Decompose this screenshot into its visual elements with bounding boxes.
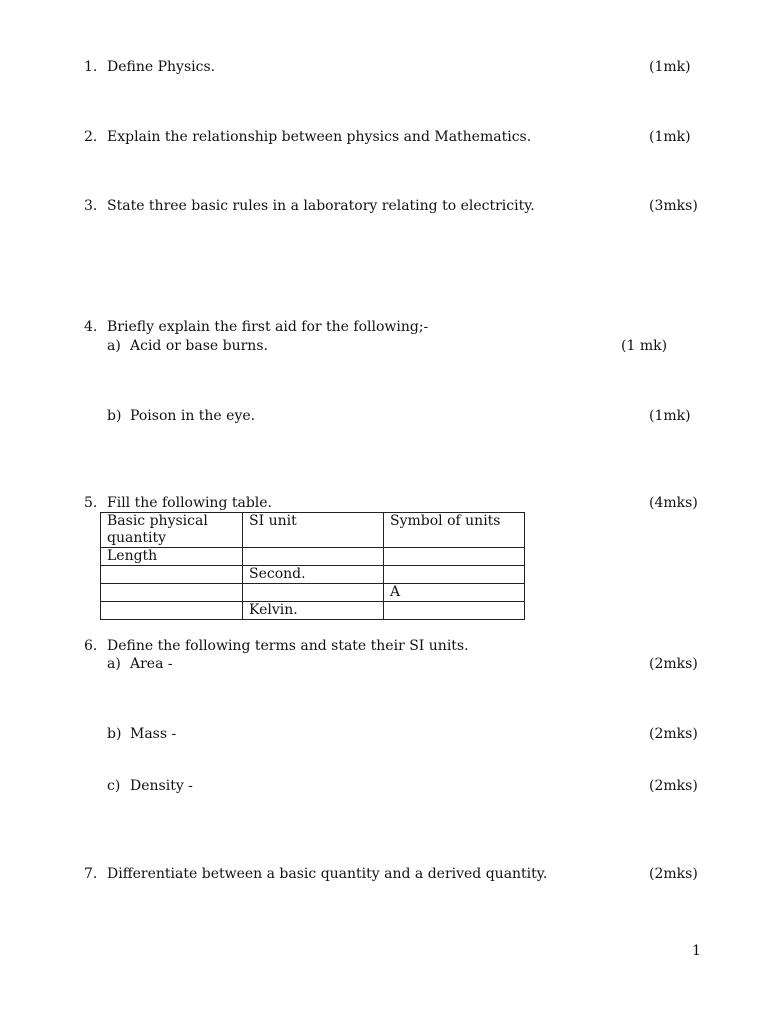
table-header-cell: SI unit	[243, 513, 384, 548]
table-cell[interactable]: Kelvin.	[243, 602, 384, 620]
table-cell[interactable]	[384, 566, 525, 584]
subquestion-label: a)	[107, 338, 121, 354]
page-number: 1	[692, 943, 701, 959]
subquestion-marks: (1mk)	[649, 408, 691, 424]
subquestion-label: c)	[107, 778, 121, 794]
subquestion-label: a)	[107, 656, 121, 672]
table-cell[interactable]	[101, 584, 243, 602]
question-number: 6.	[84, 638, 98, 654]
table-cell[interactable]: Length	[101, 548, 243, 566]
question-marks: (3mks)	[649, 198, 698, 214]
question-marks: (2mks)	[649, 866, 698, 882]
subquestion-label: b)	[107, 726, 122, 742]
question-marks: (4mks)	[649, 495, 698, 511]
question-marks: (1mk)	[649, 129, 691, 145]
table-row	[101, 548, 525, 566]
subquestion-text: Density -	[130, 778, 193, 794]
table-row	[101, 566, 525, 584]
si-units-table	[100, 512, 525, 620]
table-cell[interactable]	[101, 566, 243, 584]
question-text: Define the following terms and state their SI units.	[107, 638, 469, 654]
subquestion-label: b)	[107, 408, 122, 424]
subquestion-text: Mass -	[130, 726, 177, 742]
table-row	[101, 602, 525, 620]
table-header-cell: Symbol of units	[384, 513, 525, 548]
subquestion-marks: (2mks)	[649, 656, 698, 672]
table-cell[interactable]: A	[384, 584, 525, 602]
question-text: Briefly explain the first aid for the following;-	[107, 319, 429, 335]
table-cell[interactable]	[243, 548, 384, 566]
subquestion-marks: (1 mk)	[621, 338, 668, 354]
subquestion-text: Acid or base burns.	[130, 338, 268, 354]
question-text: State three basic rules in a laboratory relating to electricity.	[107, 198, 535, 214]
question-number: 7.	[84, 866, 98, 882]
subquestion-text: Poison in the eye.	[130, 408, 256, 424]
table-cell[interactable]: Second.	[243, 566, 384, 584]
table-row	[101, 584, 525, 602]
question-number: 5.	[84, 495, 98, 511]
table-cell[interactable]	[384, 548, 525, 566]
table-header-row	[101, 513, 525, 548]
question-number: 3.	[84, 198, 98, 214]
question-number: 2.	[84, 129, 98, 145]
question-number: 4.	[84, 319, 98, 335]
table-cell[interactable]	[101, 602, 243, 620]
subquestion-marks: (2mks)	[649, 778, 698, 794]
question-text: Differentiate between a basic quantity and a derived quantity.	[107, 866, 548, 882]
subquestion-marks: (2mks)	[649, 726, 698, 742]
question-marks: (1mk)	[649, 59, 691, 75]
subquestion-text: Area -	[130, 656, 173, 672]
table-header-cell: Basic physical quantity	[101, 513, 243, 548]
question-text: Fill the following table.	[107, 495, 273, 511]
question-text: Explain the relationship between physics and Mathematics.	[107, 129, 532, 145]
table-cell[interactable]	[384, 602, 525, 620]
table-cell[interactable]	[243, 584, 384, 602]
question-number: 1.	[84, 59, 98, 75]
question-text: Define Physics.	[107, 59, 216, 75]
